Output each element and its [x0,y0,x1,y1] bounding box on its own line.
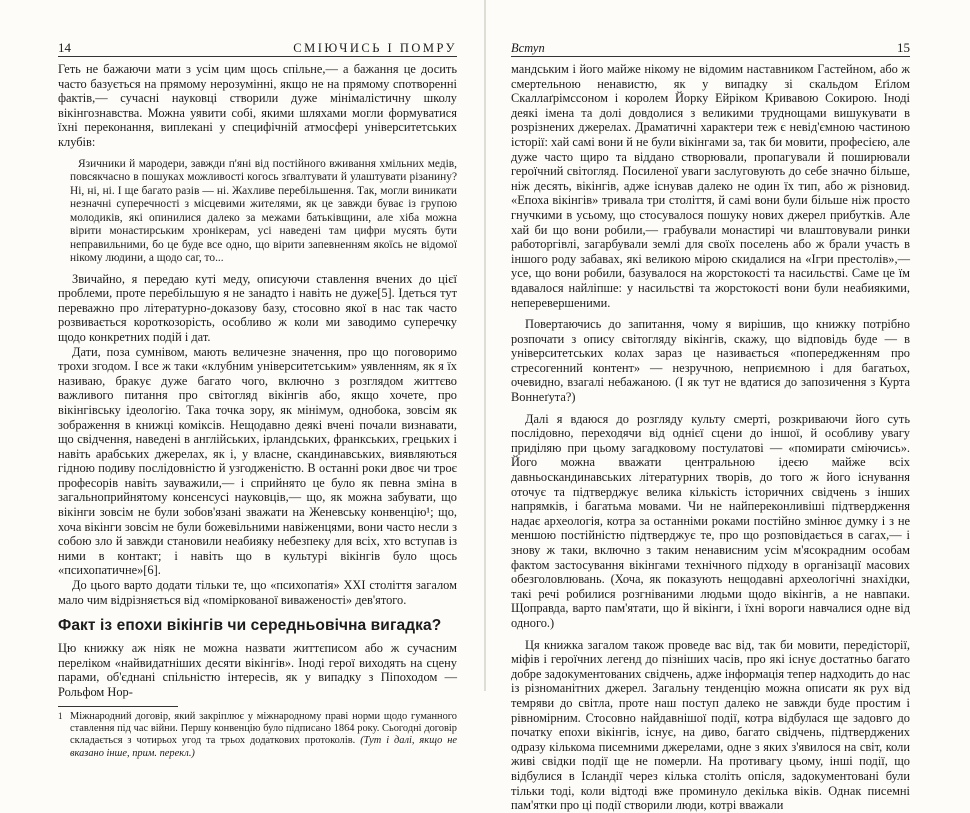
running-title: СМІЮЧИСЬ І ПОМРУ [293,41,457,55]
right-page [485,0,970,813]
footnote-divider [58,706,178,707]
left-page-content [58,62,457,760]
footnote [58,711,457,761]
section-title: Вступ [511,41,545,55]
paragraph: Дати, поза сумнівом, мають величезне значення, про що поговоримо трохи згодом. І все ж таки «клубним університетським» уявленням, як я їх називаю, бракує дуже багато чого, включно з розглядом життєво важливого питання про світогляд вікінгів або, якщо хочете, про вікінгівську ідеологію. Така точка зору, як мінімум, однобока, зовсім як зображення в книжці коміксів. Нещодавно деякі вчені почали визнавати, що свідчення, наведені в англійських, ірландських, франкських, грецьких і навіть арабських джерелах, як і, у власне, скандинавських, виявляються гідною подиву послідовністю й узгодженістю. В останні роки двоє чи троє професорів навіть зауважили,— і сприйнято це було як певна зміна в загальноприйнятому консенсусі науковців,— що, як можна забувати, що вікінги зовсім не були зобов'язані зважати на Женевську конвенцію¹; що, хоча вікінги зовсім не були божевільними навіженцями, вони часто несли з собою зло й завжди становили неабияку небезпеку для всіх, хто вступав із ними в контакт; і навіть що в культурі вікінгів було щось «психопатичне»[6]. [58,344,457,578]
page-number: 15 [897,40,910,55]
paragraph: мандським і його майже нікому не відомим наставником Гастейном, або ж смертельною ненавистю, як у випадку зі скальдом Еґілом Скаллаґрімссоном і королем Йорку Ейріком Кривавою Сокирою. Іноді деякі імена та долі довдолися з великими труднощами вишукувати в розрізнених джерелах. Драматичні характери теж є невід'ємною частиною історії: хай самі вони й не були вікінгами за, так би мовити, професією, але дуже часто щиро та віддано створювали, пропагували й поширювали героїчний світогляд. Посиленої уваги заслуговують до себе значно більше, ніж десять, вікінгів, адже існував далеко не один їх тип, або ж різновид. «Епоха вікінгів» тривала три століття, й самі вони були більше ніж просто гнучкими в усьому, що стосувалося пошуку нових джерел прибутків. Але хай би що вони робили,— грабували монастирі чи влаштовували ринки работоргівлі, загарбували землі для своїх поселень або ж брали участь в іншого роду забавах, які великою мірою скидалися на «Ігри престолів»,— усе, що вони робили, базувалося на жорстокості та насильстві. Саме це їм вдавалося найліпше: у насильстві та жорстокості вони були неабиякими, неперевершеними. [511,62,910,310]
right-page-content [511,62,910,813]
page-number: 14 [58,40,71,55]
paragraph-spacer [511,310,910,317]
left-page [0,0,485,759]
paragraph: Далі я вдаюся до розгляду культу смерті, розкриваючи його суть послідовно, переходячи від однієї сцени до іншої, й особливу увагу приділяю при цьому загадковому постулатові — «помирати сміючись». Його можна вважати центральною ідеєю майже всіх давньоскандинавських літературних творів, до того ж його існування оточує та підтверджує велика кількість історичних свідчень з інших напрямків, і багатьма мовами. Чи не найпереконливіші підтвердження надає археологія, котра за останніми роками постійно змінює думку і з не меншою постійністю підтверджує те, про що розповідається в сагах,— і знову ж таки, включно з таким ненависним усім м'ясокрадним особам фактом застосування вікінгами технічного підходу в організації масових обезголовлювань. (Хоча, як показують нещодавні археологічні знахідки, такі речі робилися розгніваними людьми щодо вікінгів, а не навпаки. Щоправда, варто пам'ятати, що й вікінги, і їхні вороги навчалися одне від одного.) [511,411,910,630]
paragraph: Повертаючись до запитання, чому я вирішив, що книжку потрібно розпочати з опису світогляду вікінгів, скажу, що відповідь буде — в університетських колах зараз це називається «попередженням про стресогенний контент» — незручною, неприємною і для багатьох, очевидно, взагалі небажаною. (І як тут не вдатися до запозичення з Курта Воннеґута?) [511,317,910,405]
paragraph: Ця книжка загалом також проведе вас від, так би мовити, передісторії, міфів і героїчних легенд до пізніших часів, про які існує достатньо багато добре задокументованих свідчень, адже інформація тепер надходить до нас із різноманітних джерел. Загальну тенденцію можна описати як рух від темряви до світла, проте наш поступ далеко не завжди буде простим і рівномірним. Стосовно найдавнішої події, котра відбулася ще задовго до початку епохи вікінгів, існує, на диво, багато свідчень, підтверджених одразу кількома писемними джерелами, одне з яких з'явилося на світ, коли живі свідки події ще не померли. На противагу цьому, інші події, що відбулися в Ісландії через кілька століть опісля, задокументовані були тільки тоді, коли відтоді вже проминуло декілька віків. Однак писемні пам'ятки про ці події створили люди, котрі вважали [511,637,910,813]
paragraph: Цю книжку аж ніяк не можна назвати життєписом або ж сучасним переліком «найвидатніших десяти вікінгів». Іноді герої виходять на сцену парами, об'єднані спільністю інтересів, як у випадку з Піпоходом — Рольфом Нор- [58,641,457,699]
footnote-text: Міжнародний договір, який закріплює у міжнародному праві норми щодо гуманного ставлення під час війни. Першу конвенцію було підписано 1864 року. Сьогодні договір складається з чотирьох угод та трьох додаткових протоколів. [70,710,457,747]
paragraph: Геть не бажаючи мати з усім цим щось спільне,— а бажання це досить часто базується на прямому нерозумінні, якщо не на прямому спотворенні фактів,— сучасні науковці створили дуже мінімалістичну школу вікінгознавства. Можна уявити собі, якими шляхами могли формуватися їхні переконання, виплекані у специфічній атмосфері університетських клубів: [58,62,457,149]
block-quote: Язичники й мародери, завжди п'яні від постійного вживання хмільних медів, повсякчасно в пошуках можливості когось зґвалтувати й улаштувати різанину? Ні, ні, ні. І ще багато разів — ні. Жахливе перебільшення. Так, могли виникати незначні суперечності з місцевими жителями, як це завжди буває із групою молодиків, які опинилися далеко за межами батьківщини, але хіба можна вірити монастирським хронікерам, усі наведені там цифри мусять бути неправильними, бо це буде все одно, що вірити запевненням якоїсь не відомої нікому людини, а щодо саг, то... [70,157,457,265]
footnote-translator-note: (Тут і далі, якщо не вказано інше, прим. перекл.) [70,735,457,759]
paragraph-spacer [511,405,910,412]
section-heading: Факт із епохи вікінгів чи середньовічна вигадка? [58,617,442,635]
right-page-header [511,36,910,57]
paragraph: Звичайно, я передаю куті меду, описуючи ставлення вчених до цієї проблеми, проте перебільшую я не занадто і навіть не дуже[5]. Ідеться тут переважно про літературно-доказову базу, стосовно якої в нас так часто розвивається короткозорість, особливо ж коли ми заводимо суперечку щодо конкретних подій і дат. [58,271,457,344]
paragraph-spacer [511,631,910,638]
left-page-header [58,36,457,57]
paragraph: До цього варто додати тільки те, що «психопатія» XXI століття загалом мало чим відрізняється від «поміркованої виваженості» дев'ятого. [58,578,457,607]
footnote-marker: 1 [58,710,63,721]
